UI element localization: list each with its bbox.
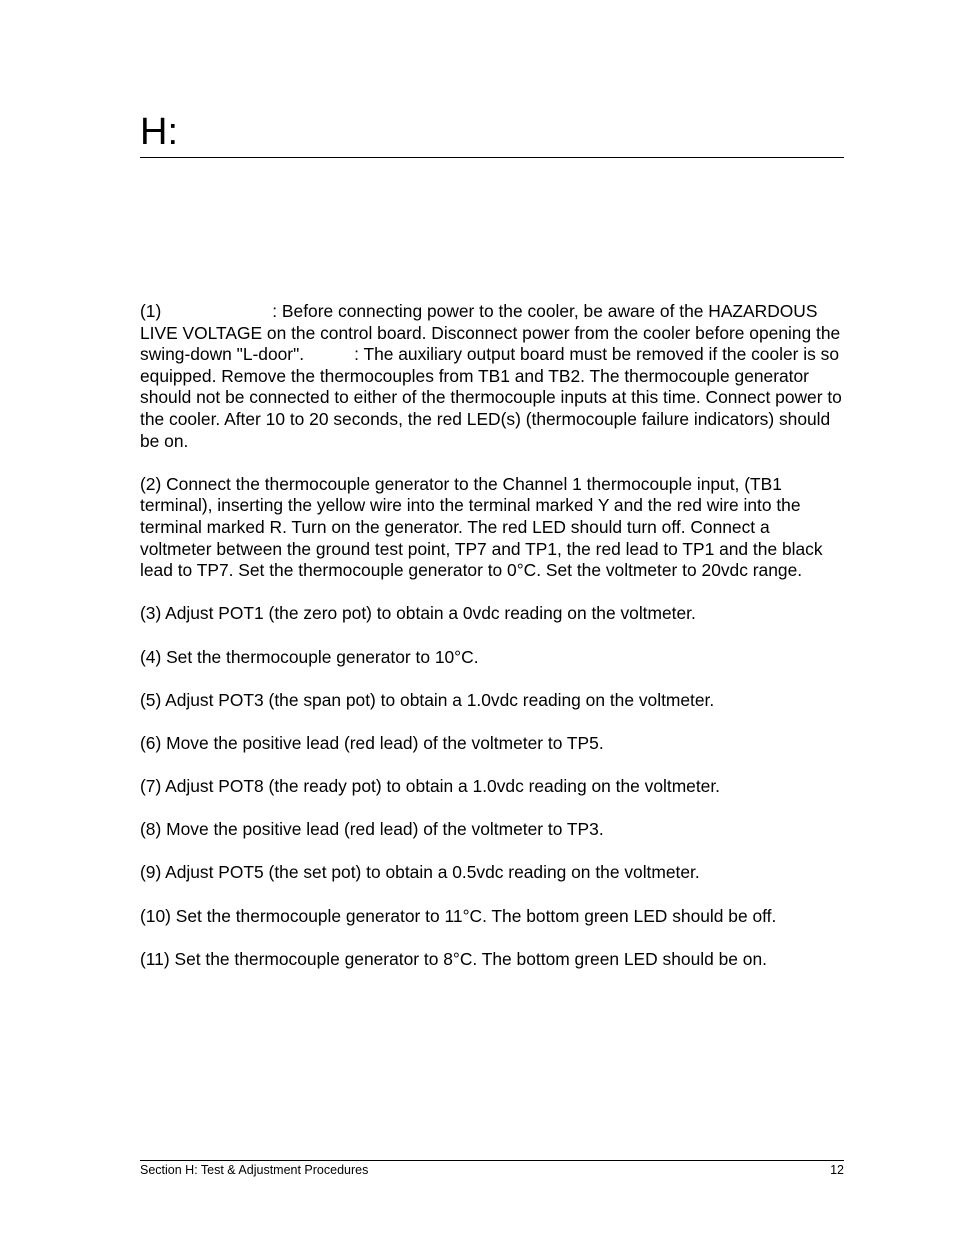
page-footer [140, 1162, 844, 1178]
footer-rule [140, 1160, 844, 1161]
page-number: 12 [830, 1163, 844, 1177]
step-2: (2) Connect the thermocouple generator to the Channel 1 thermocouple input, (TB1 terminal), inserting the yellow wire into the terminal marked Y and the red wire into the terminal marked R. Turn on the generator. The red LED should turn off. Connect a voltmeter between the ground test point, TP7 and TP1, the red lead to TP1 and the black lead to TP7. Set the thermocouple generator to 0°C. Set the voltmeter to 20vdc range. [140, 473, 823, 581]
step-1-number: (1) [140, 301, 162, 321]
footer-section-title: Section H: Test & Adjustment Procedures [140, 1163, 369, 1177]
step-4: (4) Set the thermocouple generator to 10°C. [140, 646, 479, 667]
step-7: (7) Adjust POT8 (the ready pot) to obtain a 1.0vdc reading on the voltmeter. [140, 776, 721, 797]
step-1 [140, 301, 844, 452]
procedure-steps [140, 301, 844, 992]
step-5: (5) Adjust POT3 (the span pot) to obtain a 1.0vdc reading on the voltmeter. [140, 689, 715, 710]
step-9: (9) Adjust POT5 (the set pot) to obtain a 0.5vdc reading on the voltmeter. [140, 862, 700, 883]
step-10: (10) Set the thermocouple generator to 11°C. The bottom green LED should be off. [140, 905, 777, 926]
section-heading: H: [140, 111, 178, 153]
heading-rule [140, 157, 844, 158]
step-3: (3) Adjust POT1 (the zero pot) to obtain a 0vdc reading on the voltmeter. [140, 603, 696, 624]
step-11: (11) Set the thermocouple generator to 8°C. The bottom green LED should be on. [140, 948, 767, 969]
step-1-warning-text: : Before connecting power to the cooler, be aware of the HAZARDOUS LIVE VOLTAGE on the control board. Disconnect power from the cooler before opening the swing-down "L-door". [140, 301, 841, 365]
step-8: (8) Move the positive lead (red lead) of the voltmeter to TP3. [140, 819, 604, 840]
step-6: (6) Move the positive lead (red lead) of the voltmeter to TP5. [140, 732, 604, 753]
step-1-note-text: : The auxiliary output board must be removed if the cooler is so equipped. Remove the thermocouples from TB1 and TB2. The thermocouple generator should not be connected to either of the thermocouple inputs at this time. Connect power to the cooler. After 10 to 20 seconds, the red LED(s) (thermocouple failure indicators) should be on. [140, 344, 842, 451]
